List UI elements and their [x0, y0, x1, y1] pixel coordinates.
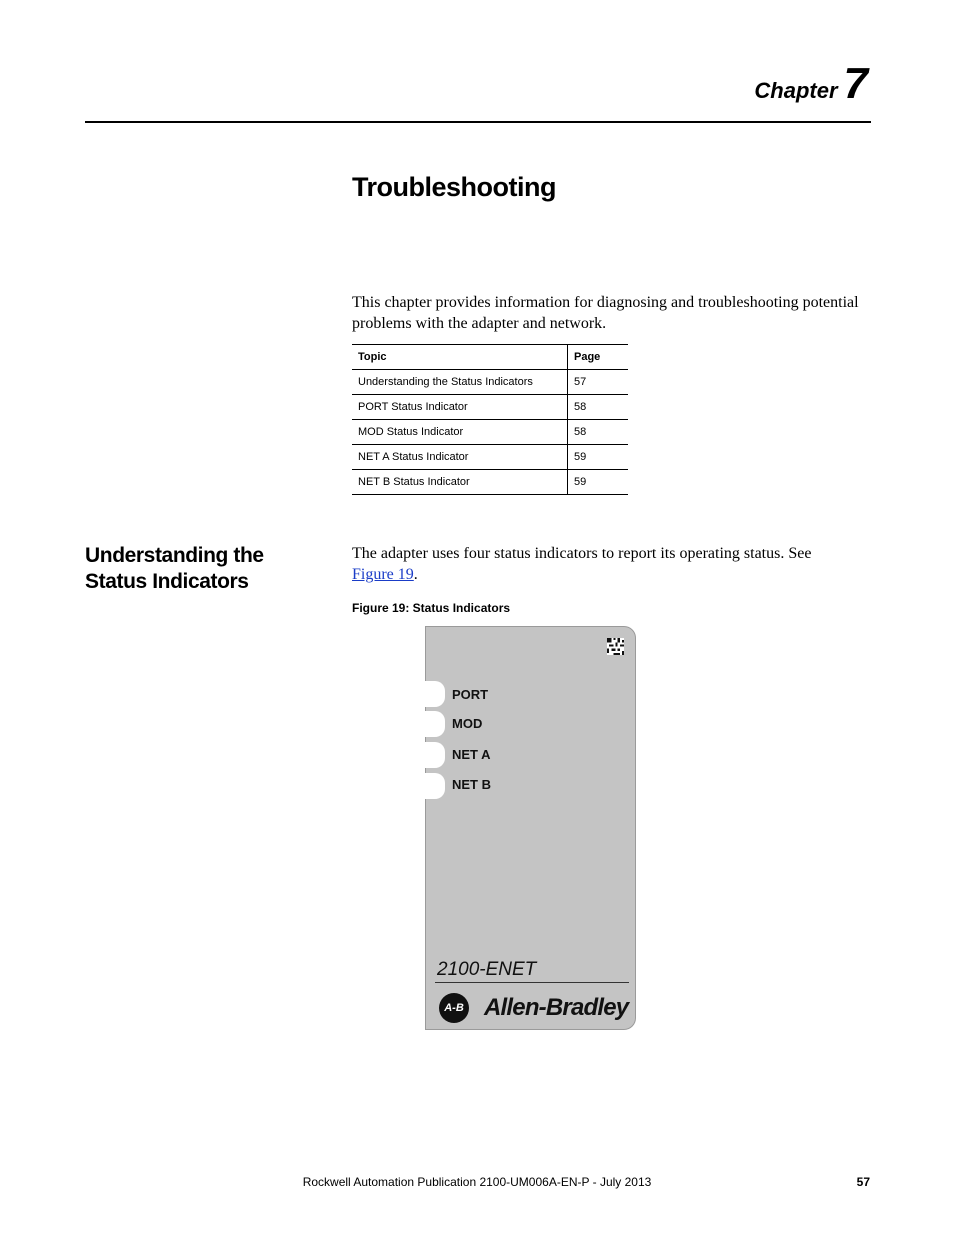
allen-bradley-logo-icon: A-B — [439, 993, 469, 1023]
topic-cell: NET B Status Indicator — [352, 470, 568, 495]
page-cell: 59 — [568, 470, 629, 495]
net-b-indicator-label: NET B — [452, 777, 491, 792]
figure-caption: Figure 19: Status Indicators — [352, 601, 511, 615]
footer-publication: Rockwell Automation Publication 2100-UM006A-EN-P - July 2013 — [302, 1175, 652, 1189]
net-b-led-icon — [425, 773, 445, 799]
page-cell: 58 — [568, 395, 629, 420]
chapter-heading — [754, 59, 868, 108]
table-row — [352, 470, 628, 495]
table-row — [352, 420, 628, 445]
section-heading: Understanding the Status Indicators — [85, 544, 264, 593]
status-indicator-figure — [425, 626, 636, 1030]
topic-cell: MOD Status Indicator — [352, 420, 568, 445]
page-cell: 58 — [568, 420, 629, 445]
section-body — [352, 543, 852, 585]
topic-cell: Understanding the Status Indicators — [352, 370, 568, 395]
figure-19-link[interactable]: Figure 19 — [352, 566, 414, 583]
page-cell: 57 — [568, 370, 629, 395]
page-column-header: Page — [568, 345, 629, 370]
qr-code-icon — [607, 638, 624, 655]
topic-cell: NET A Status Indicator — [352, 445, 568, 470]
chapter-word: Chapter — [754, 78, 838, 103]
port-led-icon — [425, 681, 445, 707]
net-a-led-icon — [425, 742, 445, 768]
table-row — [352, 370, 628, 395]
topic-cell: PORT Status Indicator — [352, 395, 568, 420]
topic-column-header: Topic — [352, 345, 568, 370]
footer-page-number: 57 — [856, 1175, 870, 1189]
chapter-rule — [85, 121, 871, 123]
topics-table — [352, 344, 628, 495]
section-body-text: The adapter uses four status indicators to report its operating status. See — [352, 545, 812, 562]
mod-indicator-label: MOD — [452, 716, 483, 731]
model-divider — [435, 982, 629, 983]
model-label: 2100-ENET — [437, 959, 537, 980]
page-title: Troubleshooting — [352, 172, 556, 202]
page-cell: 59 — [568, 445, 629, 470]
table-header-row — [352, 345, 628, 370]
section-body-end: . — [413, 566, 418, 583]
table-row — [352, 395, 628, 420]
port-indicator-label: PORT — [452, 687, 489, 702]
mod-led-icon — [425, 711, 445, 737]
table-row — [352, 445, 628, 470]
intro-paragraph: This chapter provides information for diagnosing and troubleshooting potential problems with the adapter and network. — [352, 294, 859, 332]
chapter-number: 7 — [843, 59, 868, 108]
brand-name: Allen-Bradley — [484, 994, 629, 1021]
net-a-indicator-label: NET A — [452, 747, 491, 762]
